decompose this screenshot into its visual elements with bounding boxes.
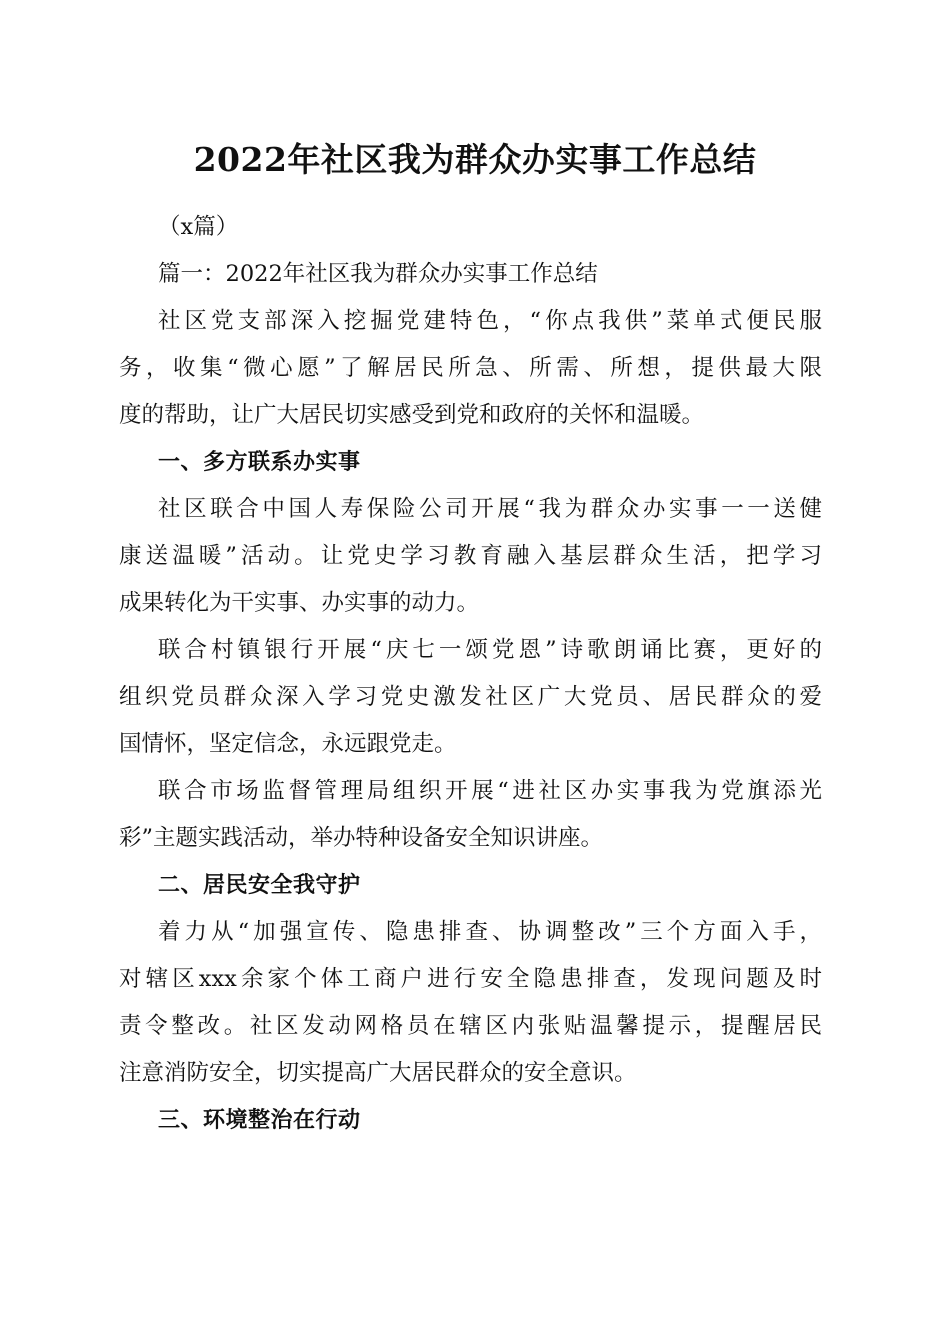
section2-paragraph-1 bbox=[119, 909, 822, 1097]
paragraph-line: 着力从“加强宣传、隐患排查、协调整改”三个方面入手， bbox=[158, 919, 822, 945]
section-heading-1: 一、多方联系办实事 bbox=[158, 450, 361, 475]
paragraph-line: 务，收集“微心愿”了解居民所急、所需、所想，提供最大限 bbox=[119, 355, 822, 381]
part-title: 篇一：2022年社区我为群众办实事工作总结 bbox=[158, 261, 598, 287]
document-title: 2022年社区我为群众办实事工作总结 bbox=[193, 140, 757, 179]
paragraph-line: 成果转化为干实事、办实事的动力。 bbox=[119, 590, 480, 616]
paragraph-line: 联合市场监督管理局组织开展“进社区办实事我为党旗添光 bbox=[158, 778, 822, 804]
section1-paragraph-2 bbox=[119, 627, 822, 768]
paragraph-line: 康送温暖”活动。让党史学习教育融入基层群众生活，把学习 bbox=[119, 543, 822, 569]
paragraph-line: 社区联合中国人寿保险公司开展“我为群众办实事一一送健 bbox=[158, 496, 822, 522]
paragraph-line: 度的帮助，让广大居民切实感受到党和政府的关怀和温暖。 bbox=[119, 402, 705, 428]
paragraph-line: 社区党支部深入挖掘党建特色，“你点我供”菜单式便民服 bbox=[158, 308, 822, 334]
paragraph-line: 对辖区xxx余家个体工商户进行安全隐患排查，发现问题及时 bbox=[119, 966, 822, 992]
section1-paragraph-1 bbox=[119, 486, 822, 627]
document-body bbox=[119, 204, 822, 1144]
section-heading-2: 二、居民安全我守护 bbox=[158, 873, 361, 898]
section1-paragraph-3 bbox=[119, 768, 822, 862]
paragraph-line: 组织党员群众深入学习党史激发社区广大党员、居民群众的爱 bbox=[119, 684, 822, 710]
paragraph-line: 联合村镇银行开展“庆七一颂党恩”诗歌朗诵比赛，更好的 bbox=[158, 637, 822, 663]
section-heading-3: 三、环境整治在行动 bbox=[158, 1108, 361, 1133]
paragraph-line: 彩”主题实践活动，举办特种设备安全知识讲座。 bbox=[119, 825, 604, 851]
intro-paragraph bbox=[119, 298, 822, 439]
paragraph-line: 责令整改。社区发动网格员在辖区内张贴温馨提示，提醒居民 bbox=[119, 1013, 822, 1039]
subtitle: （x篇） bbox=[158, 214, 239, 240]
paragraph-line: 国情怀，坚定信念，永远跟党走。 bbox=[119, 731, 457, 757]
paragraph-line: 注意消防安全，切实提高广大居民群众的安全意识。 bbox=[119, 1060, 637, 1086]
